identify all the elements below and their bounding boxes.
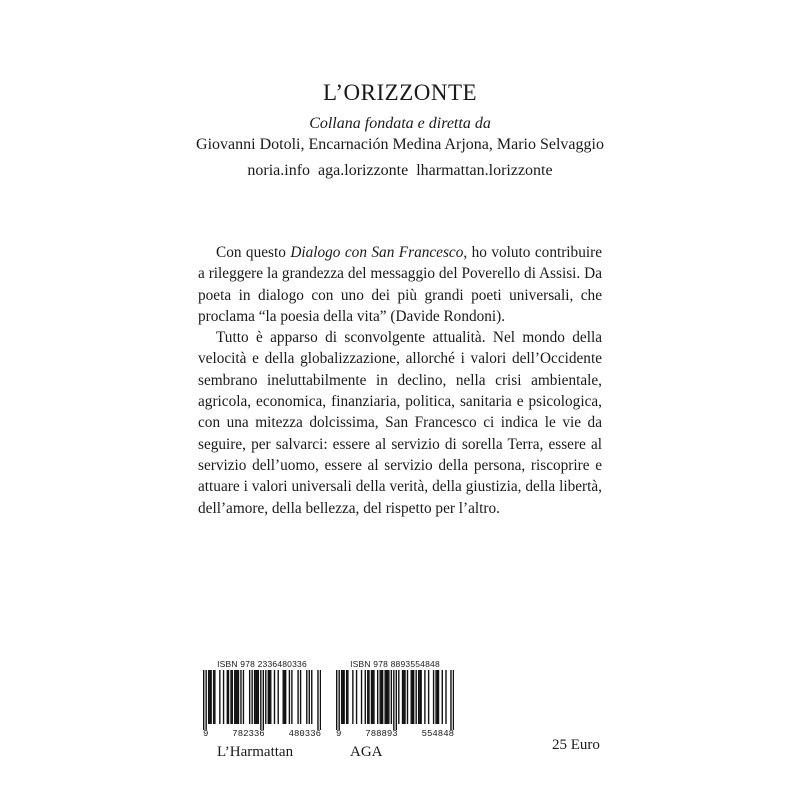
barcode-bar xyxy=(438,670,439,724)
barcode-bar xyxy=(403,670,404,724)
barcode-bar xyxy=(450,670,451,730)
barcode-bar xyxy=(404,670,405,724)
series-link-aga: aga.lorizzonte xyxy=(318,162,409,179)
blurb-paragraph-2: Tutto è apparso di sconvolgente attualità. Nel mondo della velocità e della globalizzazione, allorché i valori dell’Occidente sembrano ineluttabilmente in declino, nella crisi ambientale, agricola, economica, finanziaria, politica, sanitaria e psicologica, con una mitezza dolcissima, San Francesco ci indica le vie da seguire, per salvarci: essere al servizio di sorella Terra, essere al servizio dell’uomo, essere al servizio della persona, riscoprire e attuare i valori universali della verità, della giustizia, della libertà, dell’amore, della bellezza, del rispetto per l’altro. xyxy=(198,329,602,517)
barcode-digit-left: 782336 xyxy=(232,729,265,739)
series-links xyxy=(0,160,800,182)
barcode-bar xyxy=(289,670,290,724)
barcode-bar xyxy=(260,670,261,730)
barcode-bar xyxy=(209,670,210,724)
barcode-bar xyxy=(377,670,378,724)
barcode-bar xyxy=(356,670,357,724)
series-header xyxy=(0,78,800,182)
barcode-bar xyxy=(240,670,241,724)
blurb-paragraph-1 xyxy=(198,242,602,327)
barcode-bar xyxy=(214,670,215,724)
barcode-bar xyxy=(336,670,337,730)
barcode-bar xyxy=(347,670,348,724)
barcode-bar xyxy=(373,670,374,724)
series-subtitle: Collana fondata e diretta da xyxy=(309,115,491,132)
barcode-bar xyxy=(311,670,312,724)
barcode-digits xyxy=(336,729,454,740)
back-cover-blurb xyxy=(198,242,602,519)
barcode-bar xyxy=(249,670,250,724)
barcode-bar xyxy=(367,670,368,724)
barcode-bar xyxy=(341,670,342,724)
blurb-p1-intro: Con questo xyxy=(216,244,291,261)
barcode-bar xyxy=(411,670,412,724)
barcode-bar xyxy=(453,670,454,730)
barcode-bar xyxy=(418,670,419,724)
barcode-bar xyxy=(243,670,244,724)
series-title: L’ORIZZONTE xyxy=(322,80,478,105)
barcode-bar xyxy=(398,670,399,724)
barcode-bar xyxy=(265,670,266,724)
barcode-bar xyxy=(396,670,397,730)
barcode-bar xyxy=(297,670,298,724)
barcode-bar xyxy=(258,670,259,724)
barcode-bar xyxy=(232,670,233,724)
barcode-bar xyxy=(282,670,283,724)
barcode-bar xyxy=(306,670,307,724)
barcode-digit-lead: 9 xyxy=(336,729,342,739)
barcode-bar xyxy=(223,670,224,724)
barcode-bar xyxy=(420,670,421,724)
barcode-bar xyxy=(387,670,388,724)
barcode-bar xyxy=(382,670,383,724)
blurb-book-title: Dialogo con San Francesco xyxy=(290,244,464,261)
barcode-bar xyxy=(251,670,252,724)
isbn-label: ISBN 978 8893554848 xyxy=(350,659,440,669)
barcode-bar xyxy=(291,670,292,724)
barcode-bar xyxy=(393,670,394,730)
barcode-bar xyxy=(419,670,420,724)
barcode-bar xyxy=(388,670,389,724)
barcode-bar xyxy=(285,670,286,724)
barcode-bar xyxy=(424,670,425,724)
barcode-image xyxy=(336,670,454,730)
barcode-bar xyxy=(228,670,229,724)
barcode-bar xyxy=(274,670,275,724)
barcode-bar xyxy=(402,670,403,724)
barcode-digit-right: 554848 xyxy=(421,729,454,739)
barcode-bar xyxy=(309,670,310,724)
barcode-digit-right: 480336 xyxy=(288,729,321,739)
barcode-bar xyxy=(205,670,206,730)
barcode-bar xyxy=(268,670,269,724)
publisher-name: AGA xyxy=(350,744,383,760)
barcode-bar xyxy=(415,670,416,724)
barcode-bar xyxy=(269,670,270,724)
series-link-noria: noria.info xyxy=(247,162,311,179)
barcode-bar xyxy=(270,670,271,724)
barcode-bar xyxy=(437,670,438,724)
barcode-bar xyxy=(361,670,362,724)
price-label: 25 Euro xyxy=(552,737,600,753)
barcode-bar xyxy=(342,670,343,724)
barcode-bar xyxy=(365,670,366,724)
barcode-bar xyxy=(213,670,214,724)
barcode-bar xyxy=(234,670,235,724)
barcode-bar xyxy=(237,670,238,724)
barcode-bar xyxy=(352,670,353,724)
barcode-image xyxy=(203,670,321,730)
barcode-bar xyxy=(372,670,373,724)
barcode-bar xyxy=(317,670,318,730)
barcode-aga xyxy=(336,659,454,761)
barcode-bar xyxy=(284,670,285,724)
barcode-lharmattan xyxy=(203,659,321,761)
barcode-bar xyxy=(379,670,380,724)
barcode-bar xyxy=(413,670,414,724)
barcode-bar xyxy=(384,670,385,724)
barcode-bar xyxy=(278,670,279,724)
barcode-bar xyxy=(391,670,392,724)
barcode-bar xyxy=(256,670,257,724)
barcode-bar xyxy=(263,670,264,730)
blurb-p1-rest: , ho voluto contribuire a rileggere la grandezza del messaggio del Poverello di Assisi. Da poeta in dialogo con uno dei più grandi poeti universali, che proclama “la poesia della vita” (Davide Rondoni). xyxy=(198,244,602,325)
barcode-bar xyxy=(371,670,372,724)
barcode-bar xyxy=(210,670,211,724)
barcode-bar xyxy=(300,670,301,724)
barcode-bar xyxy=(208,670,209,724)
barcode-bar xyxy=(435,670,436,724)
barcode-bar xyxy=(386,670,387,724)
barcode-digits xyxy=(203,729,321,740)
barcode-bar xyxy=(412,670,413,724)
barcode-bar xyxy=(445,670,446,724)
barcode-bar xyxy=(428,670,429,724)
barcode-bar xyxy=(343,670,344,724)
barcode-bar xyxy=(320,670,321,730)
barcode-bar xyxy=(203,670,204,730)
barcode-bar xyxy=(238,670,239,724)
barcode-bar xyxy=(442,670,443,724)
series-directors: Giovanni Dotoli, Encarnación Medina Arjona, Mario Selvaggio xyxy=(196,136,604,153)
barcode-bar xyxy=(254,670,255,724)
publisher-name: L’Harmattan xyxy=(217,744,294,760)
barcode-bar xyxy=(368,670,369,724)
series-link-lharmattan: lharmattan.lorizzonte xyxy=(416,162,553,179)
barcode-bar xyxy=(230,670,231,724)
barcode-bar xyxy=(433,670,434,724)
barcode-bar xyxy=(407,670,408,724)
barcode-bar xyxy=(235,670,236,724)
barcode-bar xyxy=(219,670,220,724)
barcode-bar xyxy=(338,670,339,730)
barcode-digit-lead: 9 xyxy=(203,729,209,739)
barcode-bar xyxy=(255,670,256,724)
barcode-digit-left: 788893 xyxy=(365,729,398,739)
barcode-bar xyxy=(227,670,228,724)
isbn-label: ISBN 978 2336480336 xyxy=(217,659,307,669)
barcode-bar xyxy=(381,670,382,724)
barcode-bar xyxy=(346,670,347,724)
